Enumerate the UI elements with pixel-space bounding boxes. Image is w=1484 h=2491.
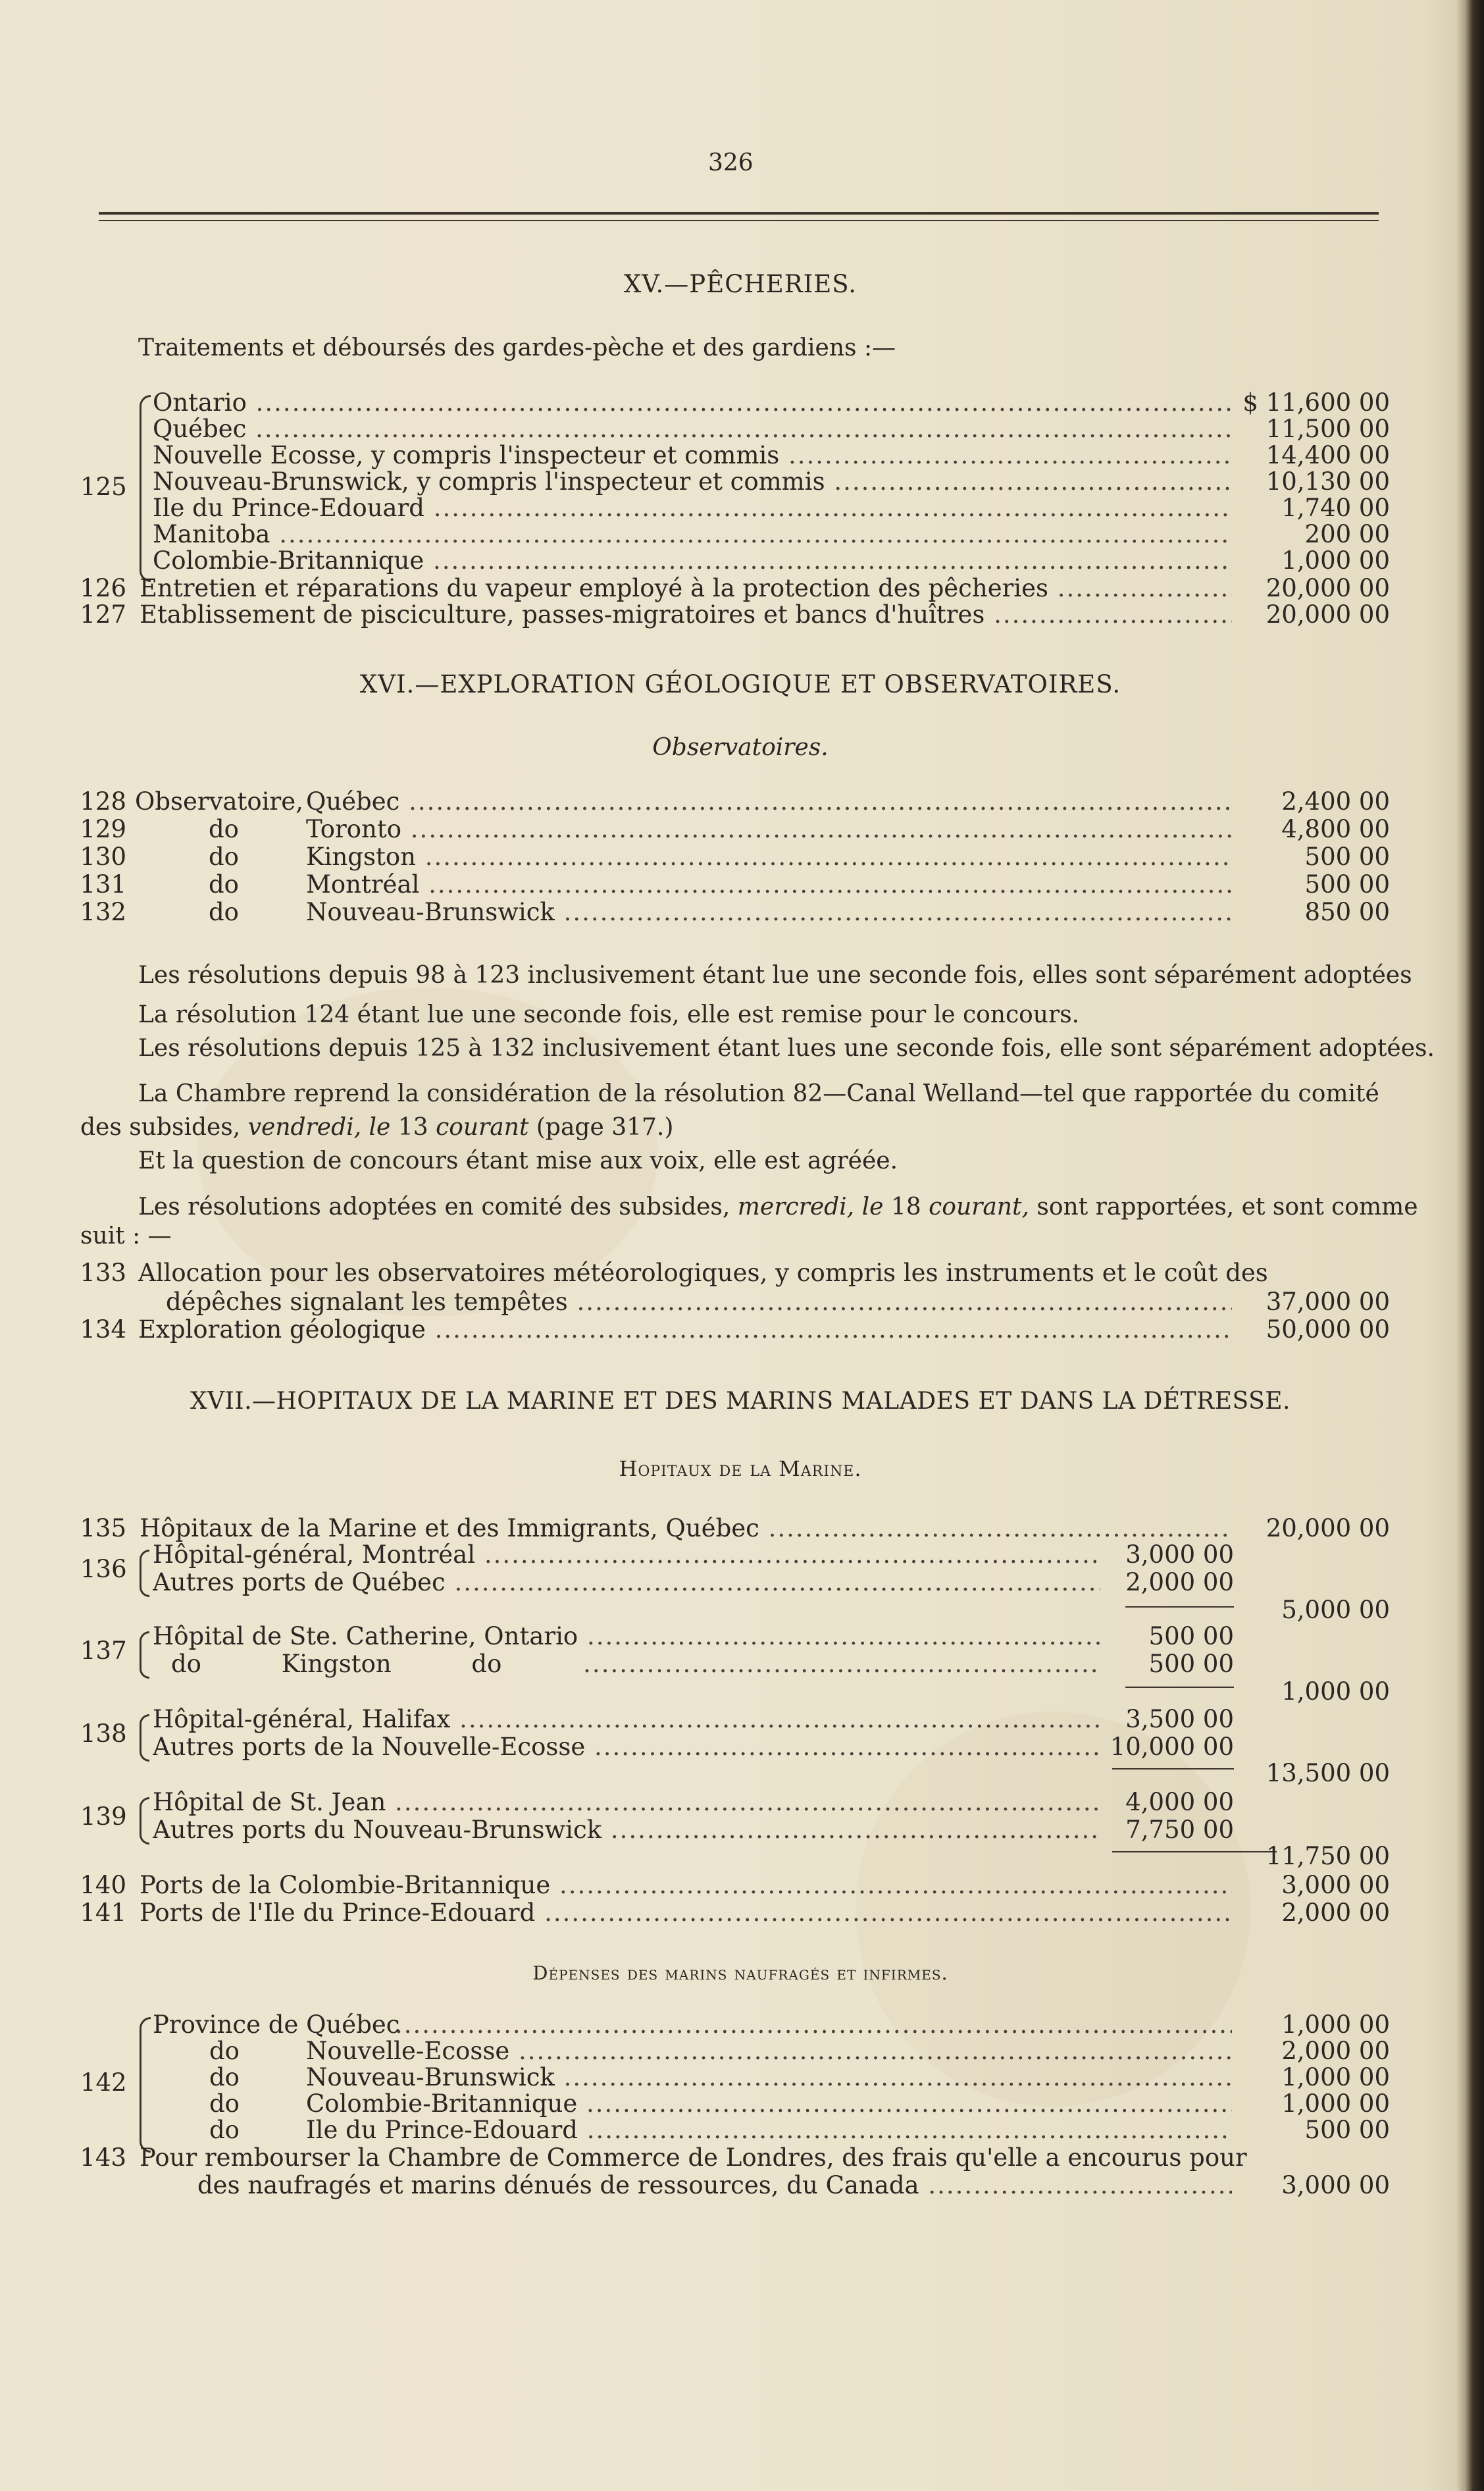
item-number: 141 [80, 1899, 126, 1927]
item-label: Kingston ..... [306, 843, 1232, 872]
item-label: Hôpital de St. Jean ..... [153, 1788, 1100, 1817]
item-label: do [209, 2116, 240, 2144]
paragraph: Les résolutions depuis 98 à 123 inclusivement étant lue une seconde fois, elles sont séparément adoptées [138, 962, 1412, 989]
subtotal-row [0, 1834, 1395, 1870]
item-label: Pour rembourser la Chambre de Commerce de Londres, des frais qu'elle a encourus pour [140, 2143, 1247, 2172]
item-amount: 500 00 [1304, 2116, 1390, 2144]
subtotal-row [0, 1669, 1395, 1706]
item-label: Nouveau-Brunswick, y compris l'inspecteur et commis ..... [153, 467, 1232, 496]
paragraph: Et la question de concours étant mise aux voix, elle est agréée. [138, 1147, 898, 1174]
list-item [0, 1540, 1395, 1569]
paragraph [80, 1113, 673, 1142]
item-label: Colombie-Britannique ..... [306, 2089, 1232, 2118]
item-amount: 1,740 00 [1281, 494, 1390, 522]
item-amount: 850 00 [1304, 898, 1390, 926]
paragraph: suit : — [80, 1222, 172, 1249]
item-number: 143 [80, 2143, 126, 2172]
item-label: do [209, 843, 239, 871]
item-amount: 500 00 [1148, 1650, 1234, 1678]
intro-line: Traitements et déboursés des gardes-pèche et des gardiens :— [138, 334, 896, 361]
list-item [0, 2063, 1395, 2092]
list-item [0, 574, 1395, 603]
item-label: Entretien et réparations du vapeur employé à la protection des pêcheries ..... [140, 574, 1232, 603]
list-item [0, 2143, 1395, 2172]
paragraph-italic: courant [436, 1114, 529, 1141]
item-label: do Kingston do ..... [171, 1650, 1100, 1679]
item-amount: 2,400 00 [1281, 787, 1390, 816]
subtotal-amount: 1,000 00 [1281, 1677, 1390, 1706]
item-amount: 11,500 00 [1266, 415, 1390, 443]
paragraph-italic: courant, [929, 1193, 1029, 1220]
item-label: Ports de la Colombie-Britannique ..... [140, 1871, 1232, 1900]
item-amount: 20,000 00 [1266, 1514, 1390, 1542]
item-label: Hôpital-général, Montréal ..... [153, 1540, 1100, 1569]
list-item [0, 1622, 1395, 1651]
item-amount: 7,750 00 [1125, 1816, 1234, 1844]
item-label: Nouveau-Brunswick ..... [306, 2063, 1232, 2092]
list-item [0, 1288, 1395, 1317]
item-number: 134 [80, 1315, 126, 1344]
paragraph-text: 18 [890, 1193, 921, 1220]
item-label: do [209, 898, 239, 926]
item-label: Allocation pour les observatoires météorologiques, y compris les instruments et le coût des [138, 1259, 1268, 1287]
item-number: 133 [80, 1259, 126, 1287]
list-item [0, 1871, 1395, 1900]
list-item [0, 898, 1395, 927]
item-label: Exploration géologique ..... [138, 1315, 1232, 1344]
item-amount: 500 00 [1304, 870, 1390, 899]
binding-shadow [1456, 0, 1466, 2491]
list-item [0, 415, 1395, 444]
item-amount: 2,000 00 [1125, 1568, 1234, 1596]
item-label: Québec ..... [153, 415, 1232, 444]
item-amount: 1,000 00 [1281, 546, 1390, 575]
list-item [0, 494, 1395, 523]
item-label: Ports de l'Ile du Prince-Edouard ..... [140, 1899, 1232, 1927]
item-label: dépêches signalant les tempêtes ..... [166, 1288, 1232, 1317]
subtotal-amount: 11,750 00 [1266, 1842, 1390, 1870]
item-label: Ile du Prince-Edouard ..... [153, 494, 1232, 523]
item-label: do [209, 815, 239, 843]
item-label: do [209, 2063, 240, 2091]
paragraph-italic: vendredi, le [247, 1114, 391, 1141]
item-amount: 4,000 00 [1125, 1788, 1234, 1816]
item-label: Québec ..... [306, 787, 1232, 816]
item-number: 128 [80, 787, 126, 816]
list-item [0, 2010, 1395, 2039]
item-label: do [209, 2037, 240, 2065]
item-number: 135 [80, 1514, 126, 1542]
item-label: do [209, 2089, 240, 2118]
item-label: Province de Québec [153, 2010, 400, 2039]
page-number: 326 [708, 149, 754, 176]
item-number: 140 [80, 1871, 126, 1899]
list-item [0, 2116, 1395, 2145]
list-item [0, 1259, 1395, 1288]
paragraph-text: des subsides, [80, 1114, 241, 1141]
item-label: des naufragés et marins dénués de ressources, du Canada ..... [197, 2171, 1232, 2200]
item-number: 142 [80, 2068, 127, 2097]
item-amount: 10,000 00 [1110, 1733, 1234, 1761]
item-label: Autres ports de la Nouvelle-Ecosse ..... [153, 1733, 1100, 1762]
list-item [0, 815, 1395, 844]
subheading-depenses: Dépenses des marins naufragés et infirmes. [532, 1962, 948, 1984]
list-item [0, 467, 1395, 496]
list-item [0, 2037, 1395, 2066]
item-number: 137 [80, 1637, 127, 1665]
item-label: Autres ports de Québec ..... [153, 1568, 1100, 1597]
item-amount: 200 00 [1304, 520, 1390, 548]
item-amount: 20,000 00 [1266, 600, 1390, 629]
list-item [0, 1315, 1395, 1344]
item-amount: 1,000 00 [1281, 2010, 1390, 2039]
subtotal-amount: 13,500 00 [1266, 1759, 1390, 1787]
list-item [0, 787, 1395, 816]
item-amount: 50,000 00 [1266, 1315, 1390, 1344]
item-amount: $ 11,600 00 [1242, 388, 1390, 417]
item-label: Toronto ..... [306, 815, 1232, 844]
item-amount: 3,500 00 [1125, 1705, 1234, 1733]
paragraph [138, 1193, 1418, 1222]
item-amount: 20,000 00 [1266, 574, 1390, 602]
list-item [0, 546, 1395, 575]
list-item [0, 388, 1395, 417]
item-label: Manitoba ..... [153, 520, 1232, 549]
paragraph-text: sont rapportées, et sont comme [1036, 1193, 1418, 1220]
item-amount: 37,000 00 [1266, 1288, 1390, 1316]
subheading-hopitaux-marine: Hopitaux de la Marine. [619, 1456, 862, 1481]
item-number: 131 [80, 870, 126, 899]
subtotal-amount: 5,000 00 [1281, 1596, 1390, 1624]
header-rule-thin [99, 220, 1379, 221]
section-heading-pecheries: XV.—PÊCHERIES. [623, 270, 857, 298]
list-item [0, 870, 1395, 899]
binding-edge [1466, 0, 1484, 2491]
subtotal-row [0, 1751, 1395, 1787]
item-number: 130 [80, 843, 126, 871]
item-amount: 1,000 00 [1281, 2089, 1390, 2118]
item-label: Etablissement de pisciculture, passes-migratoires et bancs d'huîtres ..... [140, 600, 1232, 629]
paragraph: La Chambre reprend la considération de la résolution 82—Canal Welland—tel que rapportée du comité [138, 1080, 1379, 1107]
item-amount: 14,400 00 [1266, 441, 1390, 469]
paragraph-text: Les résolutions adoptées en comité des subsides, [138, 1193, 730, 1220]
item-amount: 3,000 00 [1281, 2171, 1390, 2199]
paragraph-italic: mercredi, le [737, 1193, 884, 1220]
item-amount: 10,130 00 [1266, 467, 1390, 496]
section-heading-exploration: XVI.—EXPLORATION GÉOLOGIQUE ET OBSERVATOIRES. [359, 670, 1121, 698]
item-label [395, 2010, 1232, 2039]
paragraph-text: (page 317.) [536, 1114, 674, 1141]
item-number: 127 [80, 600, 126, 629]
item-label: Nouvelle-Ecosse ..... [306, 2037, 1232, 2066]
item-number: 129 [80, 815, 126, 843]
list-item [0, 1514, 1395, 1543]
paragraph-text: 13 [397, 1114, 428, 1141]
item-label: Nouveau-Brunswick ..... [306, 898, 1232, 927]
header-rule-thick [99, 212, 1379, 215]
item-number: 136 [80, 1555, 127, 1583]
paragraph: Les résolutions depuis 125 à 132 inclusivement étant lues une seconde fois, elle sont séparément adoptées. [138, 1035, 1435, 1062]
item-amount: 500 00 [1148, 1622, 1234, 1650]
item-label: Ile du Prince-Edouard ..... [306, 2116, 1232, 2145]
item-amount: 1,000 00 [1281, 2063, 1390, 2091]
item-number: 132 [80, 898, 126, 926]
item-label: Hôpital-général, Halifax ..... [153, 1705, 1100, 1734]
item-amount: 4,800 00 [1281, 815, 1390, 843]
paragraph: La résolution 124 étant lue une seconde fois, elle est remise pour le concours. [138, 1001, 1080, 1028]
item-label: Colombie-Britannique ..... [153, 546, 1232, 575]
item-amount: 2,000 00 [1281, 1899, 1390, 1927]
list-item [0, 2089, 1395, 2118]
list-item [0, 1705, 1395, 1734]
item-label: Observatoire, [135, 787, 303, 816]
section-heading-hopitaux: XVII.—HOPITAUX DE LA MARINE ET DES MARINS MALADES ET DANS LA DÉTRESSE. [190, 1388, 1291, 1415]
list-item [0, 441, 1395, 470]
item-label: Nouvelle Ecosse, y compris l'inspecteur et commis ..... [153, 441, 1232, 470]
item-label: Hôpital de Ste. Catherine, Ontario ..... [153, 1622, 1100, 1651]
item-label: Ontario ..... [153, 388, 1232, 417]
item-label: Autres ports du Nouveau-Brunswick ..... [153, 1816, 1100, 1845]
item-label: Hôpitaux de la Marine et des Immigrants, Québec ..... [140, 1514, 1232, 1543]
item-number: 139 [80, 1802, 127, 1831]
item-label: Montréal ..... [306, 870, 1232, 899]
item-amount: 3,000 00 [1125, 1540, 1234, 1569]
item-number: 125 [80, 473, 127, 501]
subheading-observatoires: Observatoires. [652, 734, 829, 761]
list-item [0, 520, 1395, 549]
list-item [0, 843, 1395, 872]
item-amount: 2,000 00 [1281, 2037, 1390, 2065]
list-item [0, 1788, 1395, 1817]
item-number: 138 [80, 1719, 127, 1748]
list-item [0, 2171, 1395, 2200]
item-label: do [209, 870, 239, 899]
subtotal-row [0, 1588, 1395, 1624]
list-item [0, 1899, 1395, 1927]
item-number: 126 [80, 574, 126, 602]
list-item [0, 600, 1395, 629]
item-amount: 3,000 00 [1281, 1871, 1390, 1899]
item-amount: 500 00 [1304, 843, 1390, 871]
